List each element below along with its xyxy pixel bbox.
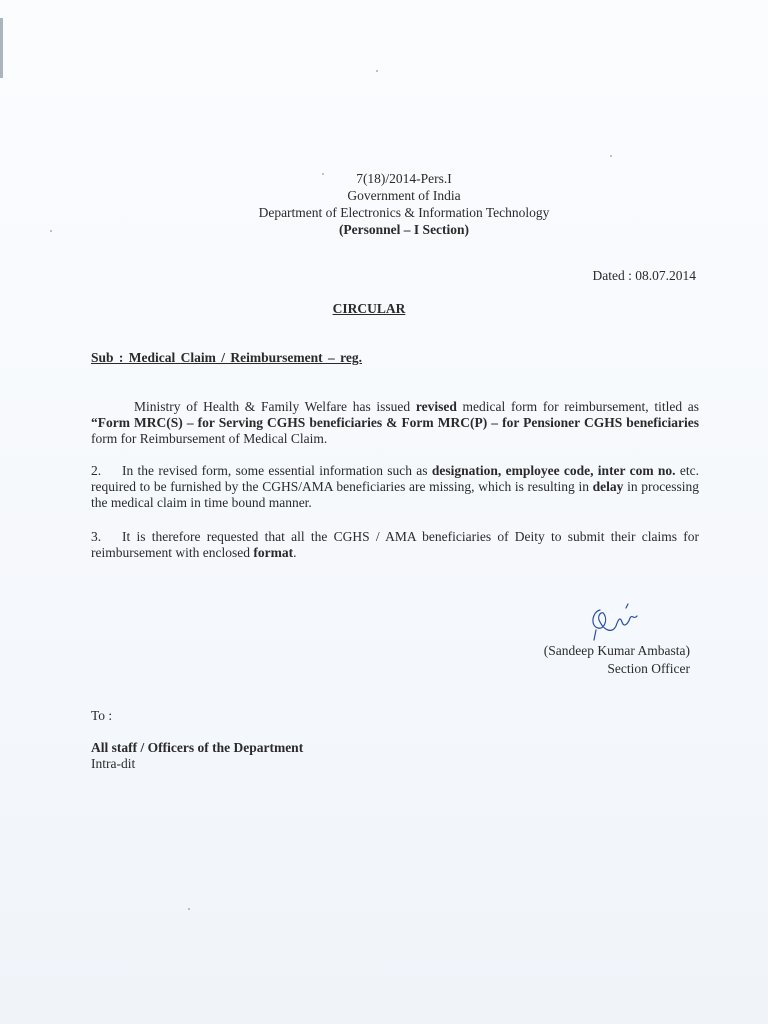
reference-number: 7(18)/2014-Pers.I <box>356 171 452 186</box>
paragraph-2-number: 2. <box>91 463 102 478</box>
paragraph-2-bold-b: delay <box>592 479 624 494</box>
paragraph-2-text-b: etc. required to be furnished by the CGHS/AMA beneficiaries are missing, which is resulting in <box>91 463 699 494</box>
recipient-secondary: Intra-dit <box>91 756 136 771</box>
paragraph-1-text-a: Ministry of Health & Family Welfare has issued <box>134 399 416 414</box>
scan-speck <box>610 155 612 157</box>
subject-line: Sub : Medical Claim / Reimbursement – reg. <box>91 350 362 365</box>
scan-speck <box>188 908 190 910</box>
scan-edge-mark <box>0 18 3 78</box>
paragraph-2 <box>91 463 699 511</box>
paragraph-2-text-c: in processing the medical claim in time bound manner. <box>91 479 699 510</box>
paragraph-1-text-c: form for Reimbursement of Medical Claim. <box>91 431 328 446</box>
section-line: (Personnel – I Section) <box>338 222 470 237</box>
signatory-designation: Section Officer <box>607 661 690 676</box>
scan-speck <box>376 70 378 72</box>
department-line: Department of Electronics & Information Technology <box>258 205 550 220</box>
letter-header <box>0 170 768 238</box>
recipients-block <box>91 740 303 772</box>
paragraph-1-bold-a: revised <box>415 399 457 414</box>
paragraph-1-bold-b: “Form MRC(S) – for Serving CGHS beneficiaries & Form MRC(P) – for Pensioner CGHS beneficiaries <box>91 415 699 430</box>
document-title: CIRCULAR <box>332 301 406 316</box>
recipient-primary: All staff / Officers of the Department <box>91 740 304 755</box>
paragraph-3-text-a: It is therefore requested that all the CGHS / AMA beneficiaries of Deity to submit their claims for reimbursement with enclosed <box>91 529 699 560</box>
paragraph-2-text-a: In the revised form, some essential information such as <box>122 463 432 478</box>
paragraph-1 <box>91 399 699 447</box>
paragraph-3-text-b: . <box>293 545 297 560</box>
to-label: To : <box>91 708 113 723</box>
date-line: Dated : 08.07.2014 <box>592 268 696 283</box>
paragraph-3-number: 3. <box>91 529 102 544</box>
paragraph-1-text-b: medical form for reimbursement, titled as <box>456 399 699 414</box>
government-line: Government of India <box>347 188 461 203</box>
signatory-name: (Sandeep Kumar Ambasta) <box>543 643 690 658</box>
paragraph-2-bold-a: designation, employee code, inter com no. <box>431 463 676 478</box>
paragraph-3 <box>91 529 699 561</box>
paragraph-3-bold-a: format <box>253 545 294 560</box>
signature-block <box>490 604 690 678</box>
